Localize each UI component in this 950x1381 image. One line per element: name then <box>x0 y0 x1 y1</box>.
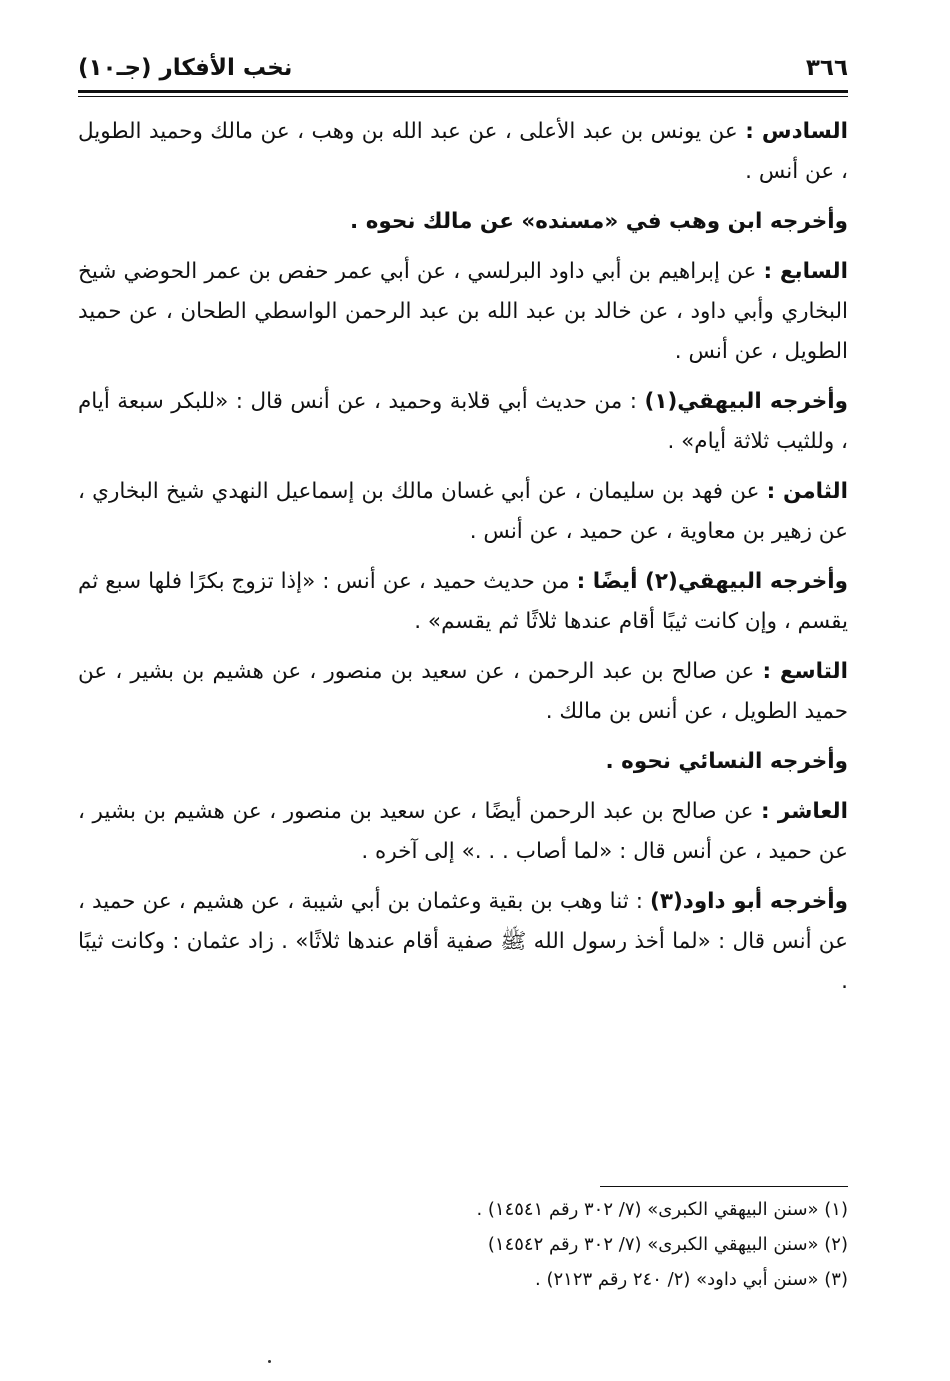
running-header <box>78 48 848 88</box>
main-text <box>78 112 848 1012</box>
paragraph: الثامن : عن فهد بن سليمان ، عن أبي غسان مالك بن إسماعيل النهدي شيخ البخاري ، عن زهير بن معاوية ، عن حميد ، عن أنس . <box>78 479 848 544</box>
paragraph: السابع : عن إبراهيم بن أبي داود البرلسي ، عن أبي عمر حفص بن عمر الحوضي شيخ البخاري وأبي داود ، عن خالد بن عبد الله بن عبد الرحمن الواسطي الطحان ، عن حميد الطويل ، عن أنس . <box>78 259 848 364</box>
paragraph: وأخرجه النسائي نحوه . <box>605 749 848 774</box>
book-title: نخب الأفكار (جـ١٠) <box>78 55 293 81</box>
paragraph: وأخرجه أبو داود(٣) : ثنا وهب بن بقية وعثمان بن أبي شيبة ، عن هشيم ، عن حميد ، عن أنس قال : «لما أخذ رسول الله ﷺ صفية أقام عندها ثلاثًا» . زاد عثمان : وكانت ثيبًا . <box>78 889 848 994</box>
footnote-separator <box>600 1186 848 1187</box>
footnote: (٢) «سنن البيهقي الكبرى» (٧/ ٣٠٢ رقم ١٤٥٤٢) <box>487 1234 848 1255</box>
header-rule-thin <box>78 96 848 97</box>
page-number: ٣٦٦ <box>805 55 848 81</box>
paragraph: وأخرجه البيهقي(٢) أيضًا : من حديث حميد ، عن أنس : «إذا تزوج بكرًا فلها سبع ثم يقسم ، وإن كانت ثيبًا أقام عندها ثلاثًا ثم يقسم» . <box>78 569 848 634</box>
footnote: (١) «سنن البيهقي الكبرى» (٧/ ٣٠٢ رقم ١٤٥٤١) . <box>476 1199 848 1220</box>
footnote: (٣) «سنن أبي داود» (٢/ ٢٤٠ رقم ٢١٢٣) . <box>535 1269 848 1290</box>
paragraph: السادس : عن يونس بن عبد الأعلى ، عن عبد الله بن وهب ، عن مالك وحميد الطويل ، عن أنس . <box>78 119 848 184</box>
stray-mark <box>268 1360 271 1363</box>
paragraph: التاسع : عن صالح بن عبد الرحمن ، عن سعيد بن منصور ، عن هشيم بن بشير ، عن حميد الطويل ، عن أنس بن مالك . <box>78 659 848 724</box>
header-rule <box>78 90 848 93</box>
paragraph: وأخرجه البيهقي(١) : من حديث أبي قلابة وحميد ، عن أنس قال : «للبكر سبعة أيام ، وللثيب ثلاثة أيام» . <box>78 389 848 454</box>
paragraph: وأخرجه ابن وهب في «مسنده» عن مالك نحوه . <box>350 209 848 234</box>
footnotes <box>78 1192 848 1297</box>
paragraph: العاشر : عن صالح بن عبد الرحمن أيضًا ، عن سعيد بن منصور ، عن هشيم بن بشير ، عن حميد ، عن أنس قال : «لما أصاب . . .» إلى آخره . <box>78 799 848 864</box>
